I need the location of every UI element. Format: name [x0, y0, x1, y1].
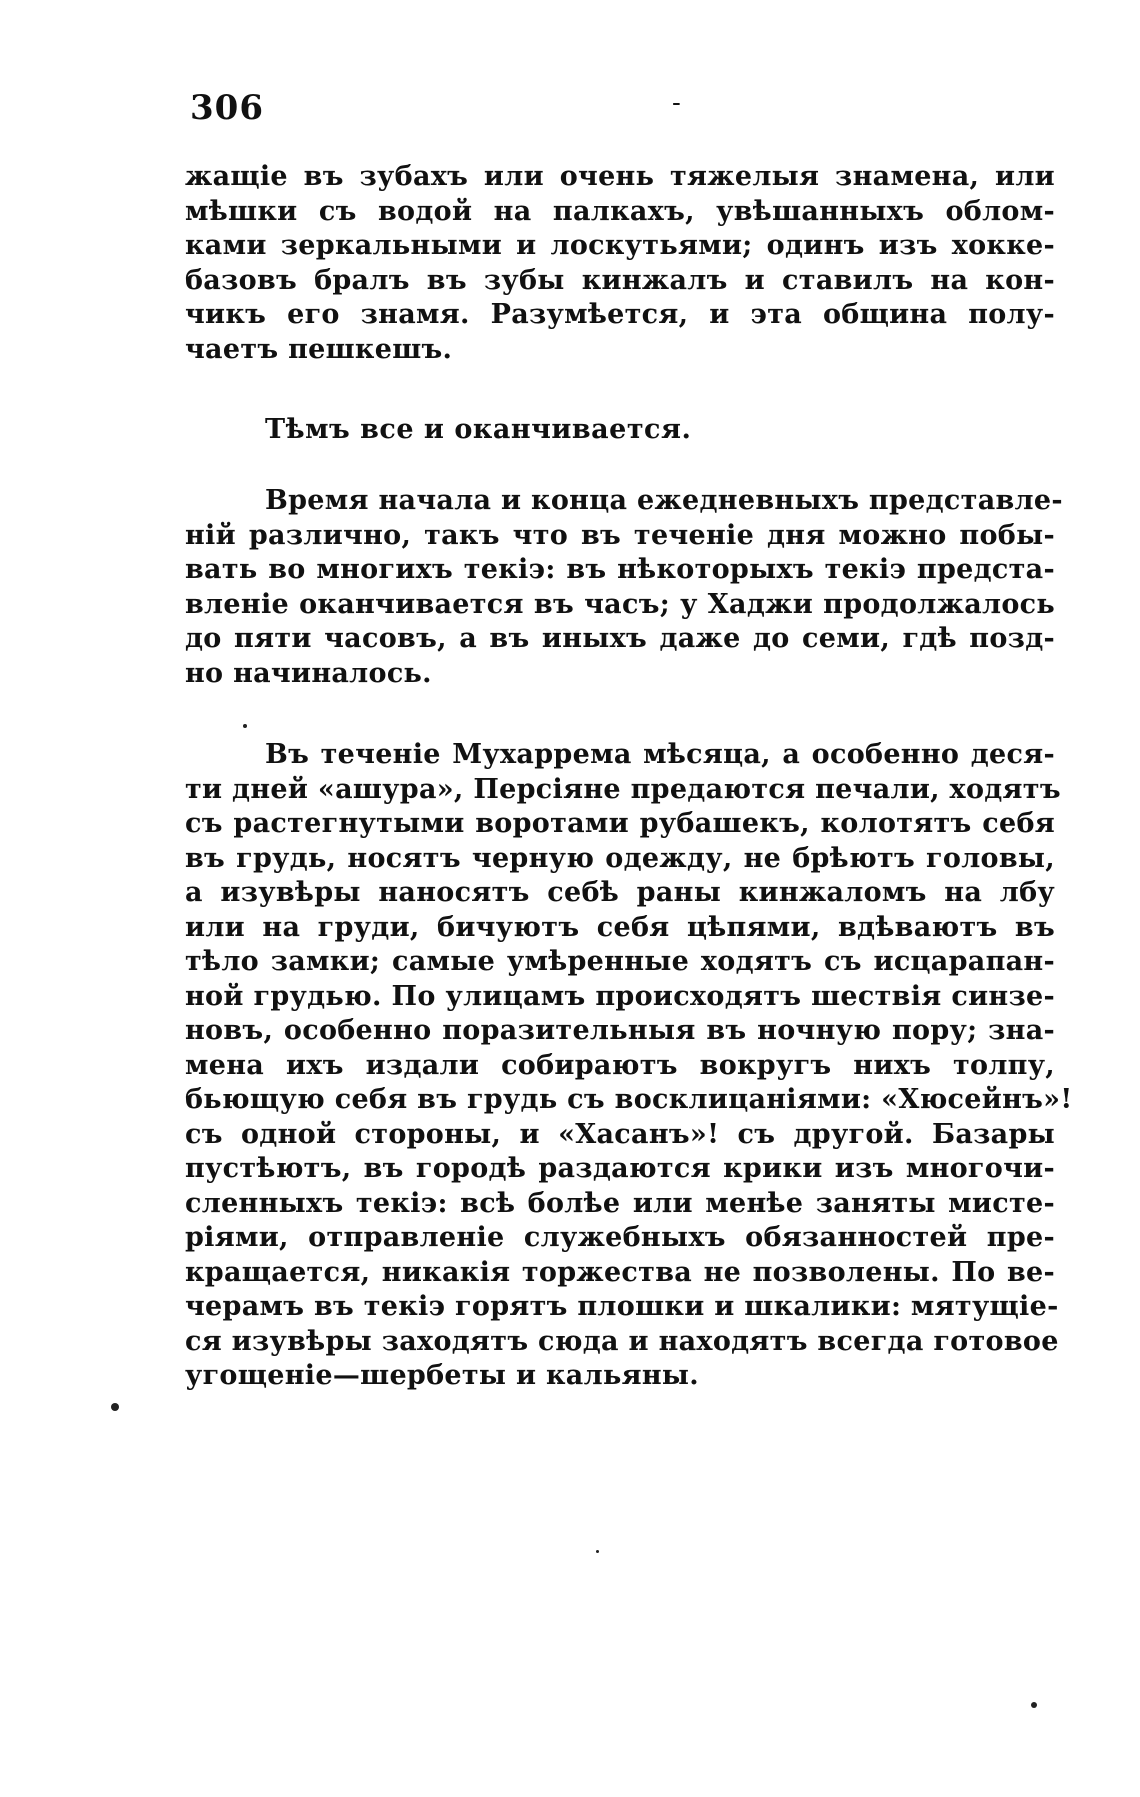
text-line: тѣло замки; самые умѣренные ходятъ съ исцарапан- [185, 946, 1055, 977]
header-mark: - [672, 88, 681, 118]
text-line: ти дней «ашура», Персіяне предаются печали, ходятъ [185, 773, 1061, 805]
text-line: сленныхъ текіэ: всѣ болѣе или менѣе заняты мисте- [185, 1187, 1055, 1219]
text-line: въ грудь, носятъ черную одежду, не брѣютъ головы, [185, 842, 1055, 874]
text-line: черамъ въ текіэ горятъ плошки и шкалики: мятущіе- [185, 1291, 1059, 1322]
scan-speck [243, 724, 247, 728]
text-line: съ одной стороны, и «Хасанъ»! съ другой. Базары [185, 1118, 1055, 1150]
paragraph-continuation [185, 160, 1055, 367]
text-line: бьющую себя въ грудь съ восклицаніями: «Хюсейнъ»! [185, 1084, 1073, 1115]
text-line: пустѣютъ, въ городѣ раздаются крики изъ многочи- [185, 1153, 1055, 1184]
text-line: Время начала и конца ежедневныхъ представле- [265, 485, 1063, 516]
text-line: а изувѣры наносятъ себѣ раны кинжаломъ на лбу [185, 877, 1055, 908]
text-line: ками зеркальными и лоскутьями; одинъ изъ хокке- [185, 230, 1055, 261]
text-line: ній различно, такъ что въ теченіе дня можно побы- [185, 519, 1055, 551]
scan-speck [111, 1403, 119, 1411]
paragraph-performance-times [185, 484, 1063, 691]
text-line: мена ихъ издали собираютъ вокругъ нихъ толпу, [185, 1049, 1055, 1081]
text-line: базовъ бралъ въ зубы кинжалъ и ставилъ на кон- [185, 264, 1055, 296]
text-line: вленіе оканчивается въ часъ; у Хаджи продолжалось [185, 588, 1055, 620]
text-line: ріями, отправленіе служебныхъ обязанностей пре- [185, 1222, 1055, 1253]
scan-speck [1031, 1702, 1037, 1708]
text-line: кращается, никакія торжества не позволены. По ве- [185, 1256, 1055, 1288]
text-line: съ растегнутыми воротами рубашекъ, колотятъ себя [185, 808, 1055, 839]
text-line: или на груди, бичуютъ себя цѣпями, вдѣваютъ въ [185, 911, 1055, 943]
paragraph-muharram [185, 738, 1073, 1394]
text-line: чаетъ пешкешъ. [185, 333, 453, 365]
page-number: 306 [190, 88, 264, 128]
text-line: до пяти часовъ, а въ иныхъ даже до семи, гдѣ позд- [185, 623, 1055, 654]
text-line: угощеніе—шербеты и кальяны. [185, 1360, 699, 1391]
text-line: жащіе въ зубахъ или очень тяжелыя знамена, или [185, 161, 1055, 192]
section-heading: Тѣмъ все и оканчивается. [265, 414, 692, 445]
text-line: чикъ его знамя. Разумѣется, и эта община полу- [185, 299, 1055, 330]
text-line: но начиналось. [185, 657, 432, 689]
scan-speck [596, 1550, 599, 1553]
text-line: Въ теченіе Мухаррема мѣсяца, а особенно деся- [265, 739, 1055, 770]
text-line: ной грудью. По улицамъ происходятъ шествія синзе- [185, 980, 1055, 1012]
text-line: новъ, особенно поразительныя въ ночную пору; зна- [185, 1015, 1055, 1046]
text-line: вать во многихъ текіэ: въ нѣкоторыхъ текіэ предста- [185, 554, 1055, 585]
text-line: ся изувѣры заходятъ сюда и находятъ всегда готовое [185, 1325, 1059, 1357]
text-line: мѣшки съ водой на палкахъ, увѣшанныхъ облом- [185, 195, 1055, 227]
